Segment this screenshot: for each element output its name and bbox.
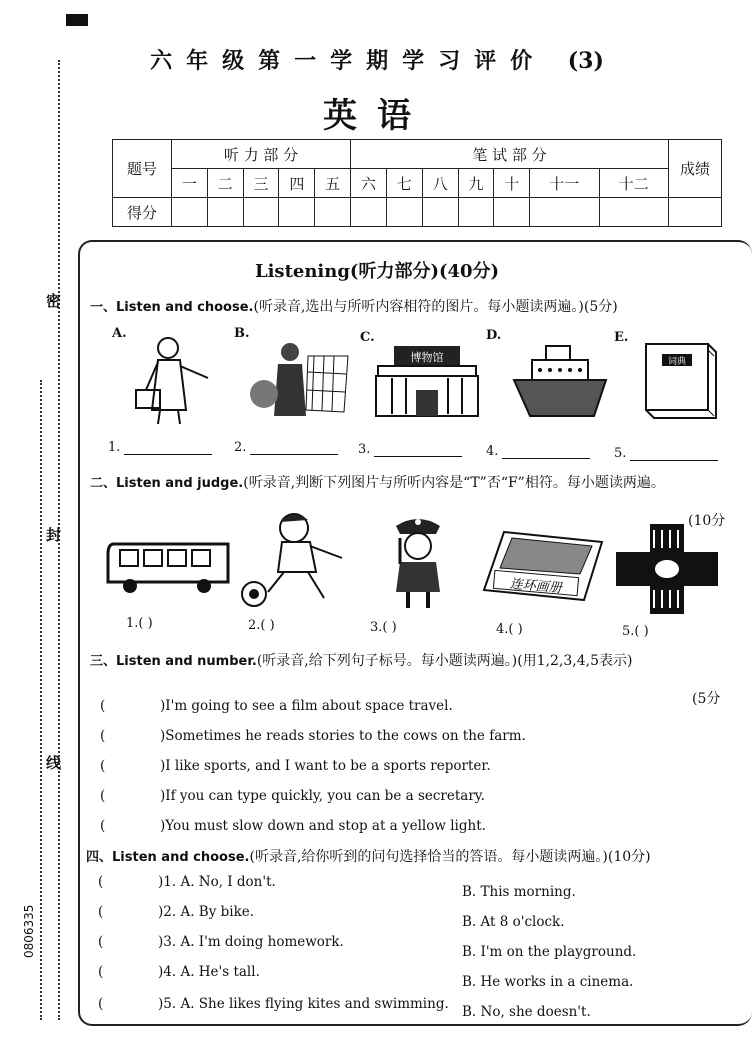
score-cell[interactable] [530, 198, 599, 227]
answer-paren[interactable]: ( [100, 818, 106, 834]
score-cell-total[interactable] [669, 198, 722, 227]
q1-label-d: D. [486, 328, 502, 343]
answer-paren[interactable]: ( [98, 964, 104, 980]
answer-line[interactable] [124, 440, 212, 455]
q1-label-a: A. [112, 326, 127, 341]
q3-sentence-4: ( )If you can type quickly, you can be a secretary. [100, 788, 485, 804]
q4-en: Listen and choose. [112, 850, 250, 865]
q1-num: 一、 [90, 300, 117, 315]
answer-line[interactable] [250, 440, 338, 455]
col-number: 十 [494, 169, 530, 198]
option-a: )1. A. No, I don't. [158, 874, 276, 890]
q3-num: 三、 [90, 654, 117, 669]
q4-num: 四、 [86, 850, 113, 865]
q4-title [86, 846, 651, 866]
q1-blank-2[interactable] [234, 440, 338, 455]
q4-option-b-2: B. At 8 o'clock. [462, 914, 565, 930]
sentence-text: I like sports, and I want to be a sports reporter. [165, 758, 491, 774]
answer-paren[interactable]: ( [98, 996, 104, 1012]
binding-char-line: 线 [46, 754, 62, 772]
blank-label: 1. [108, 440, 121, 455]
binding-char-envelope: 封 [46, 526, 62, 544]
binding-line-inner [40, 380, 42, 1020]
score-cell[interactable] [386, 198, 422, 227]
q2-cn: (听录音,判断下列图片与所听内容是“T”否“F”相符。每小题读两遍。 [243, 475, 665, 491]
ship-image [510, 338, 610, 420]
option-a: )3. A. I'm doing homework. [158, 934, 344, 950]
dictionary-sign: 词典 [667, 357, 687, 367]
listening-part-header: 听 力 部 分 [172, 140, 351, 169]
q4-option-b-1: B. This morning. [462, 884, 576, 900]
title-number: (3) [567, 48, 604, 74]
comic-book-image [480, 528, 606, 604]
q2-item-1[interactable]: 1.( ) [126, 616, 153, 631]
museum-sign: 博物馆 [410, 351, 444, 364]
crossroads-image [616, 524, 718, 614]
q3-sentence-2: ( )Sometimes he reads stories to the cows on the farm. [100, 728, 526, 744]
q2-item-5[interactable]: 5.( ) [622, 624, 649, 639]
score-cell[interactable] [351, 198, 387, 227]
bus-image [104, 536, 234, 596]
answer-paren[interactable]: ( [100, 728, 106, 744]
col-number: 一 [172, 169, 208, 198]
answer-paren[interactable]: ( [98, 934, 104, 950]
score-cell[interactable] [599, 198, 669, 227]
museum-building-image [372, 338, 482, 420]
option-a: )4. A. He's tall. [158, 964, 260, 980]
score-cell[interactable] [207, 198, 243, 227]
score-cell[interactable] [279, 198, 315, 227]
col-number: 六 [351, 169, 387, 198]
q1-label-e: E. [614, 330, 629, 345]
answer-line[interactable] [374, 442, 462, 457]
blank-label: 4. [486, 444, 499, 459]
q3-title [90, 650, 632, 670]
q1-blank-3[interactable] [358, 442, 462, 457]
subject-title: 英语 [323, 96, 431, 136]
q1-label-b: B. [234, 326, 250, 341]
col-number: 九 [458, 169, 494, 198]
q4-item-3 [98, 934, 344, 950]
option-a: )2. A. By bike. [158, 904, 255, 920]
col-number: 四 [279, 169, 315, 198]
score-cell[interactable] [243, 198, 279, 227]
answer-line[interactable] [630, 446, 718, 461]
q2-item-4[interactable]: 4.( ) [496, 622, 523, 637]
sentence-text: You must slow down and stop at a yellow light. [165, 818, 486, 834]
score-cell[interactable] [172, 198, 208, 227]
label-question-number: 题号 [113, 140, 172, 198]
col-number: 五 [315, 169, 351, 198]
q2-marks: (10分 [688, 513, 726, 529]
answer-paren[interactable]: ( [100, 698, 106, 714]
q1-en: Listen and choose. [116, 300, 254, 315]
q4-option-b-4: B. He works in a cinema. [462, 974, 634, 990]
q4-item-5 [98, 996, 449, 1012]
man-with-bag-image [128, 330, 218, 425]
answer-line[interactable] [502, 444, 590, 459]
sentence-text: Sometimes he reads stories to the cows on the farm. [165, 728, 526, 744]
q2-item-2[interactable]: 2.( ) [248, 618, 275, 633]
label-total: 成绩 [669, 140, 722, 198]
sentence-text: I'm going to see a film about space travel. [165, 698, 453, 714]
q3-sentence-3: ( )I like sports, and I want to be a sports reporter. [100, 758, 491, 774]
col-number: 三 [243, 169, 279, 198]
sentence-text: If you can type quickly, you can be a secretary. [165, 788, 485, 804]
q4-item-1 [98, 874, 276, 890]
registration-mark [66, 14, 88, 26]
q3-sentence-1: ( )I'm going to see a film about space travel. [100, 698, 453, 714]
q3-marks: (5分 [692, 691, 721, 707]
answer-paren[interactable]: ( [98, 874, 104, 890]
col-number: 八 [422, 169, 458, 198]
col-number: 十二 [599, 169, 669, 198]
score-cell[interactable] [494, 198, 530, 227]
q2-num: 二、 [90, 476, 117, 491]
boy-playing-football-image [238, 508, 354, 608]
col-number: 十一 [530, 169, 599, 198]
blank-label: 5. [614, 446, 627, 461]
binding-char-seal: 密 [46, 292, 62, 310]
comic-title: 连环画册 [509, 576, 563, 597]
q3-sentence-5: ( )You must slow down and stop at a yellow light. [100, 818, 486, 834]
serial-number: 0806335 [22, 904, 36, 958]
answer-paren[interactable]: ( [98, 904, 104, 920]
blank-label: 3. [358, 442, 371, 457]
fisherman-net-image [244, 336, 354, 421]
blank-label: 2. [234, 440, 247, 455]
q2-title [90, 472, 665, 492]
title-text: 六年级第一学期学习评价 [150, 48, 547, 74]
q3-cn: (听录音,给下列句子标号。每小题读两遍。)(用1,2,3,4,5表示) [256, 653, 633, 669]
listening-heading: Listening(听力部分)(40分) [254, 261, 500, 282]
page-title [0, 44, 754, 75]
q3-en: Listen and number. [116, 654, 257, 669]
q1-blank-5[interactable] [614, 446, 718, 461]
col-number: 七 [386, 169, 422, 198]
score-cell[interactable] [315, 198, 351, 227]
q2-item-3[interactable]: 3.( ) [370, 620, 397, 635]
q1-blank-4[interactable] [486, 444, 590, 459]
q4-option-b-3: B. I'm on the playground. [462, 944, 637, 960]
score-table [112, 139, 722, 227]
q1-title [90, 296, 618, 316]
q4-cn: (听录音,给你听到的问句选择恰当的答语。每小题读两遍。)(10分) [249, 849, 651, 865]
q4-item-2 [98, 904, 254, 920]
q4-item-4 [98, 964, 260, 980]
col-number: 二 [207, 169, 243, 198]
policeman-image [386, 510, 450, 610]
q2-en: Listen and judge. [116, 476, 244, 491]
score-cell[interactable] [422, 198, 458, 227]
answer-paren[interactable]: ( [100, 758, 106, 774]
score-cell[interactable] [458, 198, 494, 227]
label-score: 得分 [113, 198, 172, 227]
q4-option-b-5: B. No, she doesn't. [462, 1004, 591, 1020]
option-a: )5. A. She likes flying kites and swimming. [158, 996, 449, 1012]
answer-paren[interactable]: ( [100, 788, 106, 804]
written-part-header: 笔 试 部 分 [351, 140, 669, 169]
q1-blank-1[interactable] [108, 440, 212, 455]
dictionary-book-image [638, 338, 722, 422]
q1-cn: (听录音,选出与所听内容相符的图片。每小题读两遍。)(5分) [253, 299, 618, 315]
q1-label-c: C. [360, 330, 375, 345]
